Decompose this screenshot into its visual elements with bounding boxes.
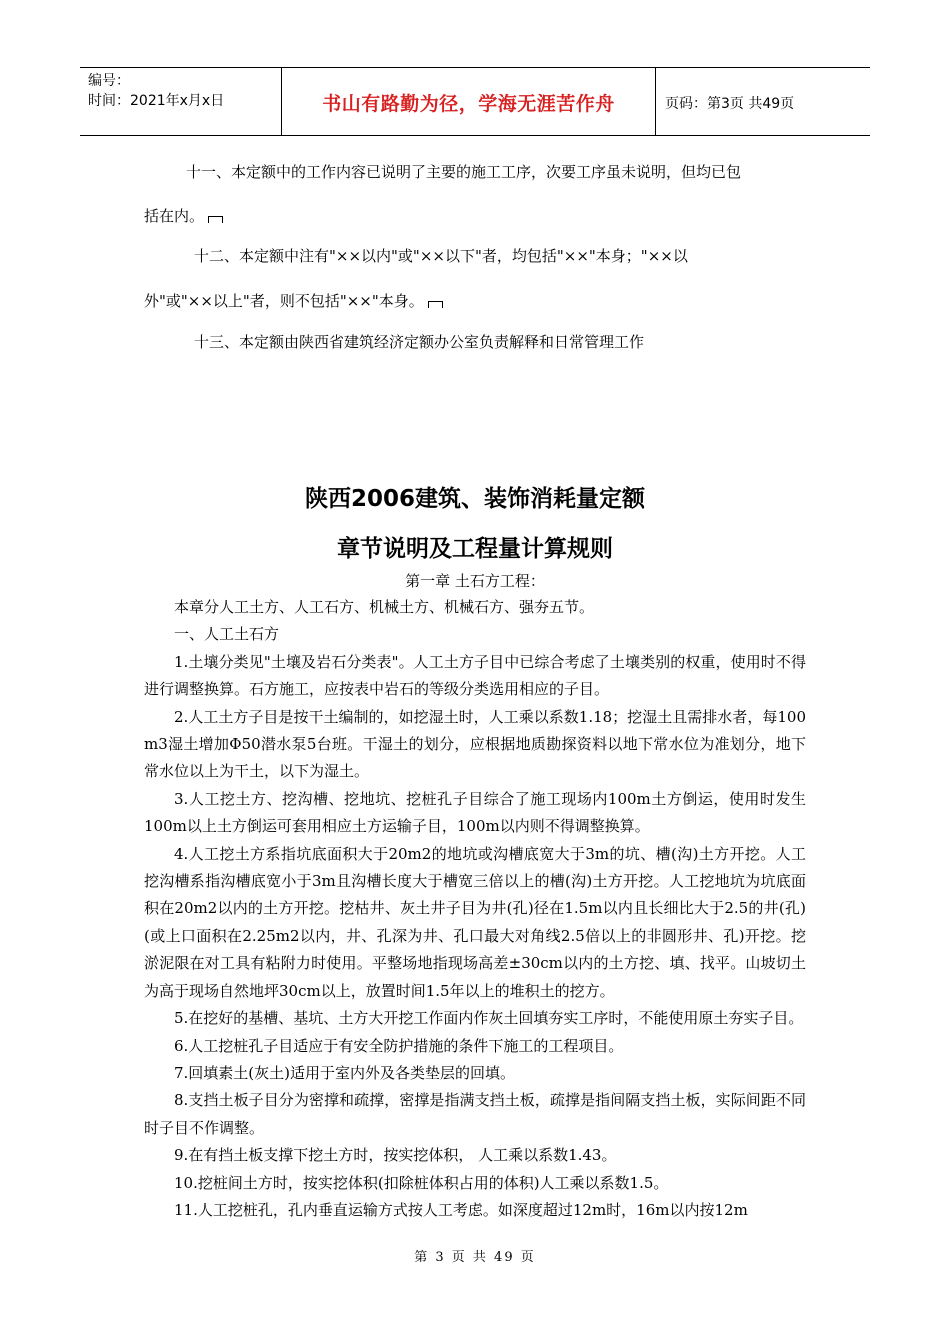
clause-11-line2	[144, 206, 814, 226]
clause-12-line1	[194, 246, 824, 266]
page-header	[80, 67, 870, 136]
header-page-label: 页码：第3页 共49页	[665, 95, 795, 112]
body-paragraph: 7.回填素土(灰土)适用于室内外及各类垫层的回填。	[174, 1063, 516, 1082]
clause-11-text-b: 括在内。	[144, 207, 205, 225]
chapter-body	[144, 594, 806, 1224]
header-motto: 书山有路勤为径，学海无涯苦作舟	[322, 93, 615, 115]
document-date-label: 时间：2021年x月x日	[88, 93, 225, 109]
body-paragraph: 本章分人工土方、人工石方、机械土方、机械石方、强夯五节。	[174, 598, 595, 616]
page-footer: 第 3 页 共 49 页	[414, 1250, 536, 1265]
body-paragraph: 10.挖桩间土方时，按实挖体积(扣除桩体积占用的体积)人工乘以系数1.5。	[174, 1173, 669, 1192]
chapter-heading: 第一章 土石方工程：	[405, 572, 545, 590]
header-meta	[80, 68, 282, 135]
document-title: 陕西2006建筑、装饰消耗量定额	[304, 486, 645, 512]
body-paragraph: 1.土壤分类见"土壤及岩石分类表"。人工土方子目中已综合考虑了土壤类别的权重，使用时不得进行调整换算。石方施工，应按表中岩石的等级分类选用相应的子目。	[144, 652, 806, 699]
clause-13-text: 十三、本定额由陕西省建筑经济定额办公室负责解释和日常管理工作	[194, 333, 645, 351]
section-heading: 一、人工土石方	[174, 625, 280, 644]
paragraph-mark-icon	[428, 301, 443, 308]
clause-12-text-b: 外"或"××以上"者，则不包括"××"本身。	[144, 292, 424, 310]
body-paragraph: 9.在有挡土板支撑下挖土方时，按实挖体积， 人工乘以系数1.43。	[174, 1146, 617, 1165]
clause-11-text-a: 十一、本定额中的工作内容已说明了主要的施工工序，次要工序虽未说明，但均已包	[186, 163, 742, 181]
clause-13-line1	[194, 332, 824, 352]
document-subtitle: 章节说明及工程量计算规则	[337, 536, 613, 562]
header-motto-cell	[282, 68, 656, 135]
body-paragraph: 8.支挡土板子目分为密撑和疏撑，密撑是指满支挡土板，疏撑是指间隔支挡土板，实际间距不同时子目不作调整。	[144, 1091, 806, 1137]
clause-12-line2	[144, 291, 814, 311]
paragraph-mark-icon	[208, 216, 223, 223]
body-paragraph: 3.人工挖土方、挖沟槽、挖地坑、挖桩孔子目综合了施工现场内100m土方倒运，使用时发生100m以上土方倒运可套用相应土方运输子目，100m以内则不得调整换算。	[144, 789, 806, 836]
header-page-cell	[656, 68, 870, 135]
clause-12-text-a: 十二、本定额中注有"××以内"或"××以下"者，均包括"××"本身；"××以	[194, 247, 688, 265]
body-paragraph: 6.人工挖桩孔子目适应于有安全防护措施的条件下施工的工程项目。	[174, 1036, 624, 1055]
body-paragraph: 5.在挖好的基槽、基坑、土方大开挖工作面内作灰土回填夯实工序时，不能使用原土夯实子目。	[174, 1009, 804, 1028]
body-paragraph: 4.人工挖土方系指坑底面积大于20m2的地坑或沟槽底宽大于3m的坑、槽(沟)土方开挖。人工挖沟槽系指沟槽底宽小于3m且沟槽长度大于槽宽三倍以上的槽(沟)土方开挖。人工挖地坑为坑底面积在20m2以内的土方开挖。挖枯井、灰土井子目为井(孔)径在1.5m以内且长细比大于2.5的井(孔)(或上口面积在2.25m2以内，井、孔深为井、孔口最大对角线2.5倍以上的非圆形井、孔)开挖。挖淤泥限在对工具有粘附力时使用。平整场地指现场高差±30cm以内的土方挖、填、找平。山坡切土为高于现场自然地坪30cm以上，放置时间1.5年以上的堆积土的挖方。	[144, 844, 806, 1000]
clause-11-line1	[186, 162, 826, 182]
body-paragraph: 2.人工土方子目是按干土编制的，如挖湿土时，人工乘以系数1.18；挖湿土且需排水者，每100 m3湿土增加Φ50潜水泵5台班。干湿土的划分，应根据地质勘探资料以地下常水位为准划分，地下常水位以上为干土，以下为湿土。	[144, 707, 806, 781]
document-number-label: 编号：	[88, 73, 130, 89]
body-paragraph: 11.人工挖桩孔，孔内垂直运输方式按人工考虑。如深度超过12m时，16m以内按12m	[174, 1200, 748, 1219]
